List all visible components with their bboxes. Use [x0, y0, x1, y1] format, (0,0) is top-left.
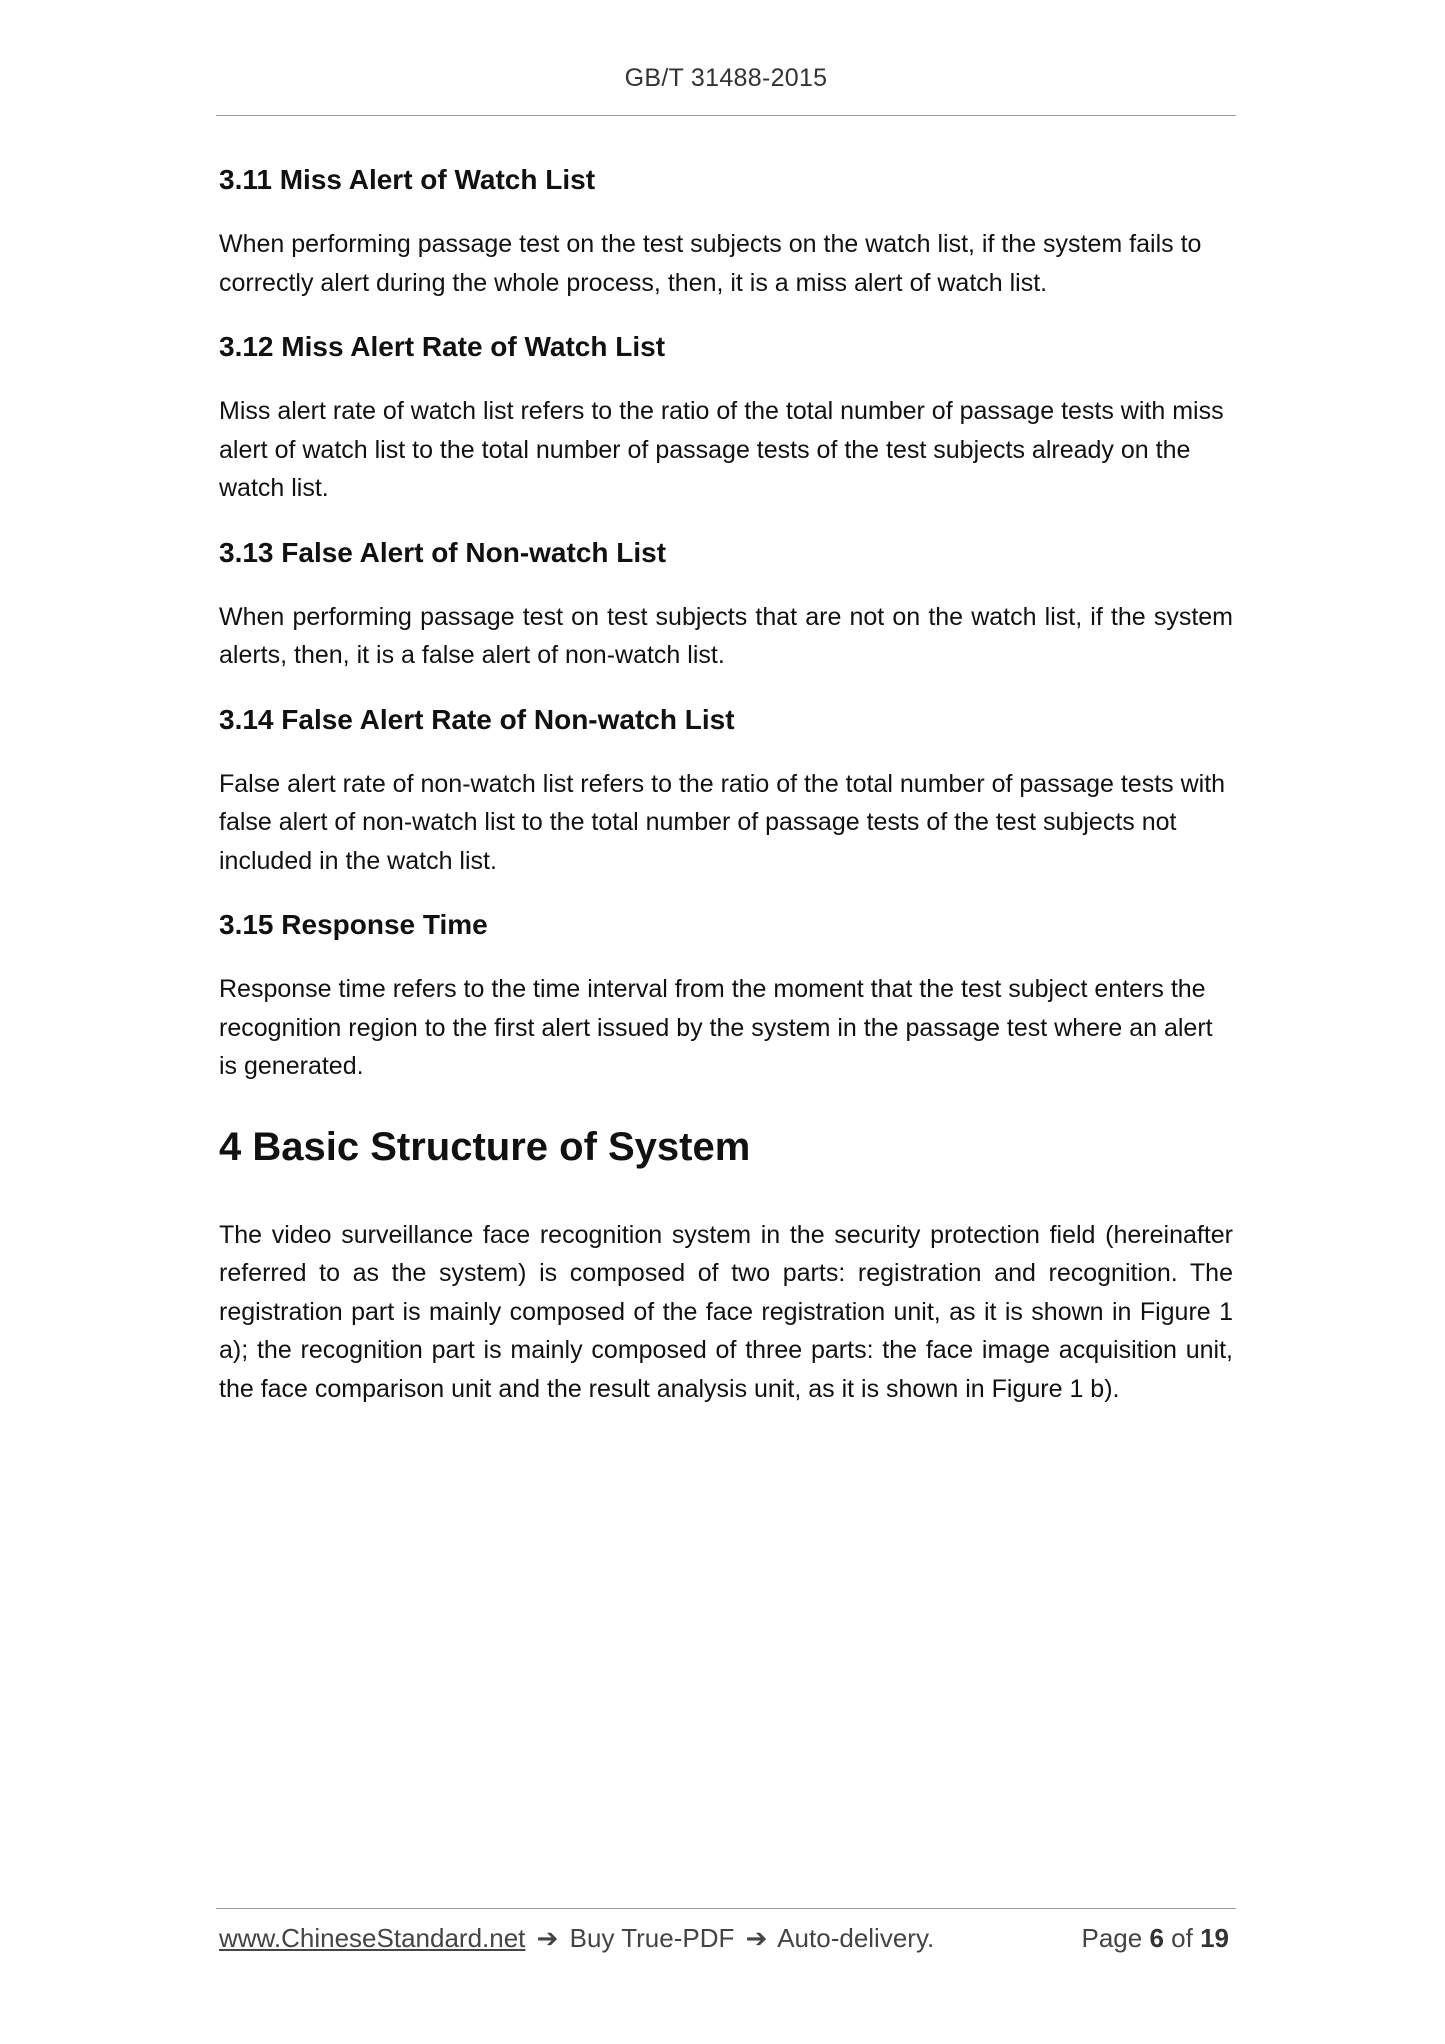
section-body-3-11: When performing passage test on the test subjects on the watch list, if the system fails to correctly alert during the whole process, then, it is a miss alert of watch list.: [219, 230, 1202, 297]
auto-delivery-text: Auto-delivery.: [777, 1923, 935, 1953]
chapter-body-4: The video surveillance face recognition system in the security protection field (hereinafter referred to as the system) is composed of two parts: registration and recognition. The registration part is mainly composed of the face registration unit, as it is shown in Figure 1 a); the recognition part is mainly composed of three parts: the face image acquisition unit, the face comparison unit and the result analysis unit, as it is shown in Figure 1 b).: [219, 1220, 1233, 1403]
page-header-standard-code: GB/T 31488-2015: [624, 64, 828, 92]
section-heading-3-13: 3.13 False Alert of Non-watch List: [219, 536, 667, 568]
page-number: [1081, 1923, 1229, 1954]
page-word: Page: [1081, 1923, 1143, 1953]
footer-divider: [216, 1908, 1236, 1909]
arrow-right-icon: ➔: [536, 1923, 559, 1953]
section-heading-3-11: 3.11 Miss Alert of Watch List: [219, 164, 596, 195]
section-heading-3-14: 3.14 False Alert Rate of Non-watch List: [219, 703, 735, 735]
of-word: of: [1171, 1923, 1193, 1953]
document-body: [219, 158, 1233, 1408]
footer-promo: [219, 1923, 934, 1954]
chapter-heading-4: 4 Basic Structure of System: [219, 1124, 751, 1169]
section-body-3-13: When performing passage test on test subjects that are not on the watch list, if the system alerts, then, it is a false alert of non-watch list.: [219, 602, 1233, 669]
section-heading-3-12: 3.12 Miss Alert Rate of Watch List: [219, 331, 666, 362]
total-page-number: 19: [1200, 1923, 1229, 1953]
chinesestandard-link[interactable]: www.ChineseStandard.net: [219, 1923, 526, 1953]
section-heading-3-15: 3.15 Response Time: [219, 909, 488, 940]
section-body-3-14: False alert rate of non-watch list refers to the ratio of the total number of passage tests with false alert of non-watch list to the total number of passage tests of the test subjects not included in the watch list.: [219, 769, 1226, 875]
section-body-3-15: Response time refers to the time interval from the moment that the test subject enters the recognition region to the first alert issued by the system in the passage test where an alert is generated.: [219, 975, 1213, 1080]
current-page-number: 6: [1149, 1923, 1164, 1953]
arrow-right-icon: ➔: [745, 1923, 768, 1953]
section-body-3-12: Miss alert rate of watch list refers to the ratio of the total number of passage tests with miss alert of watch list to the total number of passage tests of the test subjects already on the watch list.: [219, 397, 1224, 502]
buy-true-pdf-text: Buy True-PDF: [569, 1923, 735, 1953]
header-divider: [216, 115, 1236, 116]
